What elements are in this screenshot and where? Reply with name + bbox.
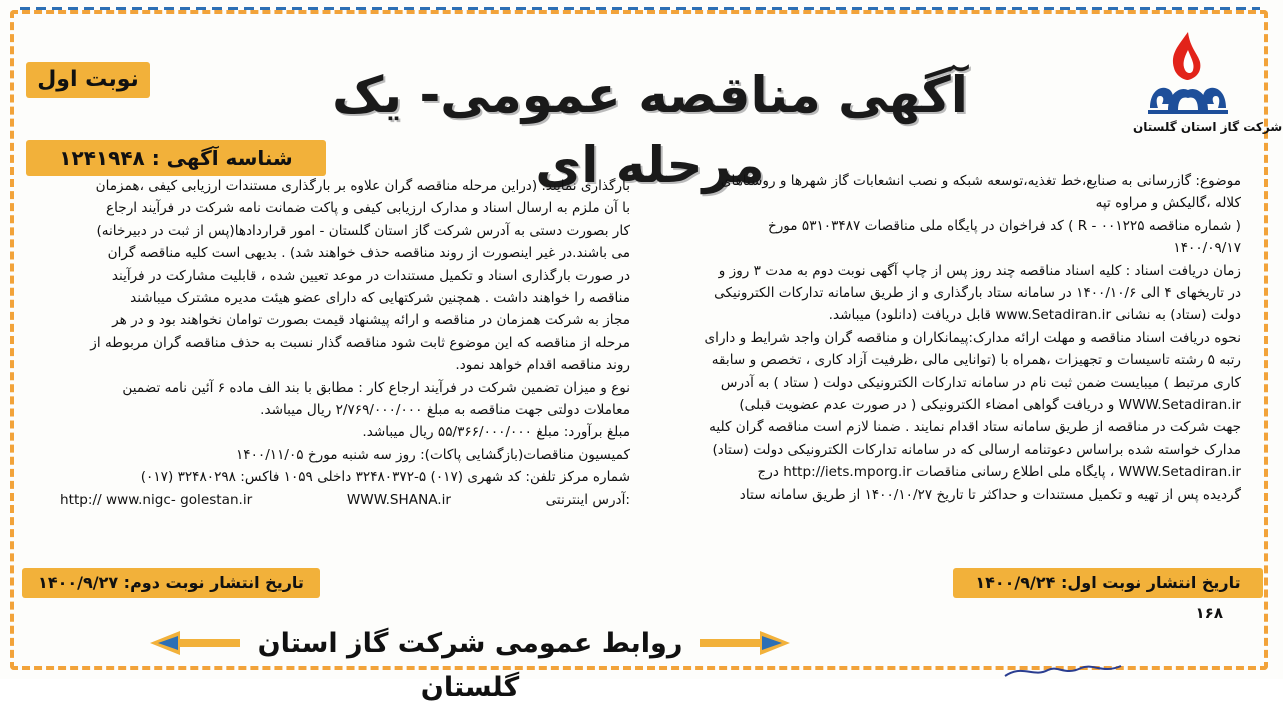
pen-scribble-icon <box>1003 662 1123 679</box>
turn-badge: نوبت اول <box>26 62 150 98</box>
gas-flame-logo-icon <box>1140 28 1236 118</box>
text-line: کاری مرتبط ) میبایست ضمن ثبت نام در سامانه تدارکات الکترونیکی دولت ( ستاد ) به آدرس <box>720 374 1241 391</box>
ad-id-badge: شناسه آگهی : ۱۲۴۱۹۴۸ <box>26 140 326 176</box>
left-column-text <box>60 175 630 571</box>
text-line: دولت (ستاد) به نشانی www.Setadiran.ir قابل دریافت (دانلود) میباشد. <box>828 307 1241 324</box>
public-relations-footer: روابط عمومی شرکت گاز استان گلستان <box>257 628 683 703</box>
page-title: آگهی مناقصه عمومی- یک مرحله ای <box>332 66 968 194</box>
text-line: بارگذاری نمایند. (دراین مرحله مناقصه گران علاوه بر بارگذاری مستندات ارزیابی کیفی ،همزمان <box>95 178 630 194</box>
decorative-arrow-right-icon <box>700 628 790 658</box>
text-line: مجاز به شرکت همزمان در مناقصه و ارائه پیشنهاد قیمت بصورت توامان نخواهند بود و در هر <box>112 312 630 329</box>
text-line: در صورت بارگذاری اسناد و تکمیل مستندات در موعد تعیین شده ، قابلیت مشارکت در فرآیند <box>111 267 630 284</box>
text-line: نحوه دریافت اسناد مناقصه و مهلت ارائه مدارک:پیمانکاران و مناقصه گران واجد شرایط و دارای <box>704 329 1241 346</box>
text-line: زمان دریافت اسناد : کلیه اسناد مناقصه چند روز پس از چاپ آگهی نوبت دوم به مدت ۳ روز و <box>718 262 1241 279</box>
logo-caption: شرکت گاز استان گلستان <box>1133 120 1283 134</box>
text-line: در تاریخهای ۴ الی ۱۴۰۰/۱۰/۶ در سامانه ستاد بارگذاری و از طریق سامانه تدارکات الکترونیکی <box>714 285 1241 302</box>
page-number: ۱۶۸ <box>1195 604 1223 622</box>
text-line: WWW.Setadiran.ir و دریافت گواهی امضاء الکترونیکی ( در صورت عدم عضویت قبلی) <box>739 397 1241 414</box>
text-line: نوع و میزان تضمین شرکت در فرآیند ارجاع کار : مطابق با بند الف ماده ۶ آئین نامه تضمین <box>122 379 630 396</box>
text-line: WWW.Setadiran.ir ، پایگاه ملی اطلاع رسانی مناقصات http://iets.mporg.ir درج <box>757 464 1241 481</box>
text-line: کلاله ،گالیکش و مراوه تپه <box>1095 195 1241 212</box>
first-publication-date: تاریخ انتشار نوبت اول: ۱۴۰۰/۹/۲۴ <box>953 568 1263 598</box>
company-logo <box>1133 28 1283 138</box>
text-line: کمیسیون مناقصات(بازگشایی پاکات): روز سه شنبه مورخ ۱۴۰۰/۱۱/۰۵ <box>235 446 630 463</box>
text-line: روند مناقصه اقدام خواهد نمود. <box>455 357 630 374</box>
second-publication-date: تاریخ انتشار نوبت دوم: ۱۴۰۰/۹/۲۷ <box>22 568 320 598</box>
top-border-stripe <box>20 7 1260 10</box>
text-line: مناقصه را خواهند داشت . همچنین شرکتهایی که دارای عضو هیئت مدیره مشترک میباشند <box>130 290 630 307</box>
text-line: جهت شرکت در مناقصه از طریق سامانه ستاد اقدام نمایند . ضمنا لازم است مناقصه گران کلیه <box>709 419 1241 436</box>
internet-address-line <box>60 489 630 511</box>
text-line: مرحله از مناقصه که این موضوع ثابت شود مناقصه گذار نسبت به حذف مناقصه گران مربوطه از <box>90 334 630 351</box>
text-line: شماره مرکز تلفن: کد شهری (۰۱۷) ۵-۳۲۴۸۰۳۷۲ داخلی ۱۰۵۹ فاکس: ۳۲۴۸۰۲۹۸ (۰۱۷) <box>140 469 630 486</box>
text-line: معاملات دولتی جهت مناقصه به مبلغ ۲/۷۶۹/۰۰۰/۰۰۰ ریال میباشد. <box>260 402 630 419</box>
text-line: با آن ملزم به ارسال اسناد و مدارک ارزیابی کیفی و پاکت ضمانت نامه شرکت در فرآیند ارجاع <box>106 200 630 217</box>
text-line: ۱۴۰۰/۰۹/۱۷ <box>1173 240 1241 257</box>
text-line: مدارک خواسته شده براساس دعوتنامه ارسالی که در سامانه تدارکات الکترونیکی دولت (ستاد) <box>712 441 1241 458</box>
site-nigc-link[interactable]: http:// www.nigc- golestan.ir <box>60 491 253 508</box>
site-shana-link[interactable]: WWW.SHANA.ir <box>346 491 451 508</box>
text-line: ( شماره مناقصه R - ۰۰۱۲۲۵ ) کد فراخوان در پایگاه ملی مناقصات ۵۳۱۰۳۴۸۷ مورخ <box>767 217 1241 234</box>
text-line: مبلغ برآورد: مبلغ ۵۵/۳۶۶/۰۰۰/۰۰۰ ریال میباشد. <box>362 424 630 441</box>
address-label: آدرس اینترنتی: <box>545 491 630 508</box>
text-line: رتبه ۵ رشته تاسیسات و تجهیزات ،همراه با (توانایی مالی ،ظرفیت آزاد کاری ، تخصص و سابقه <box>711 352 1241 369</box>
text-line: می باشند.در غیر اینصورت از روند مناقصه حذف خواهند شد) . بدیهی است کلیه مناقصه گران <box>107 245 630 262</box>
right-column-text <box>641 170 1241 566</box>
text-line: کار بصورت دستی به آدرس شرکت گاز استان گلستان - امور قراردادها(پس از ثبت در دبیرخانه) <box>96 222 630 239</box>
text-line: گردیده پس از تهیه و تکمیل مستندات و حداکثر تا تاریخ ۱۴۰۰/۱۰/۲۷ از طریق سامانه ستاد <box>739 486 1241 503</box>
decorative-arrow-left-icon <box>150 628 240 658</box>
text-line: موضوع: گازرسانی به صنایع،خط تغذیه،توسعه شبکه و نصب انشعابات گاز شهرها و روستاهای <box>720 173 1241 189</box>
